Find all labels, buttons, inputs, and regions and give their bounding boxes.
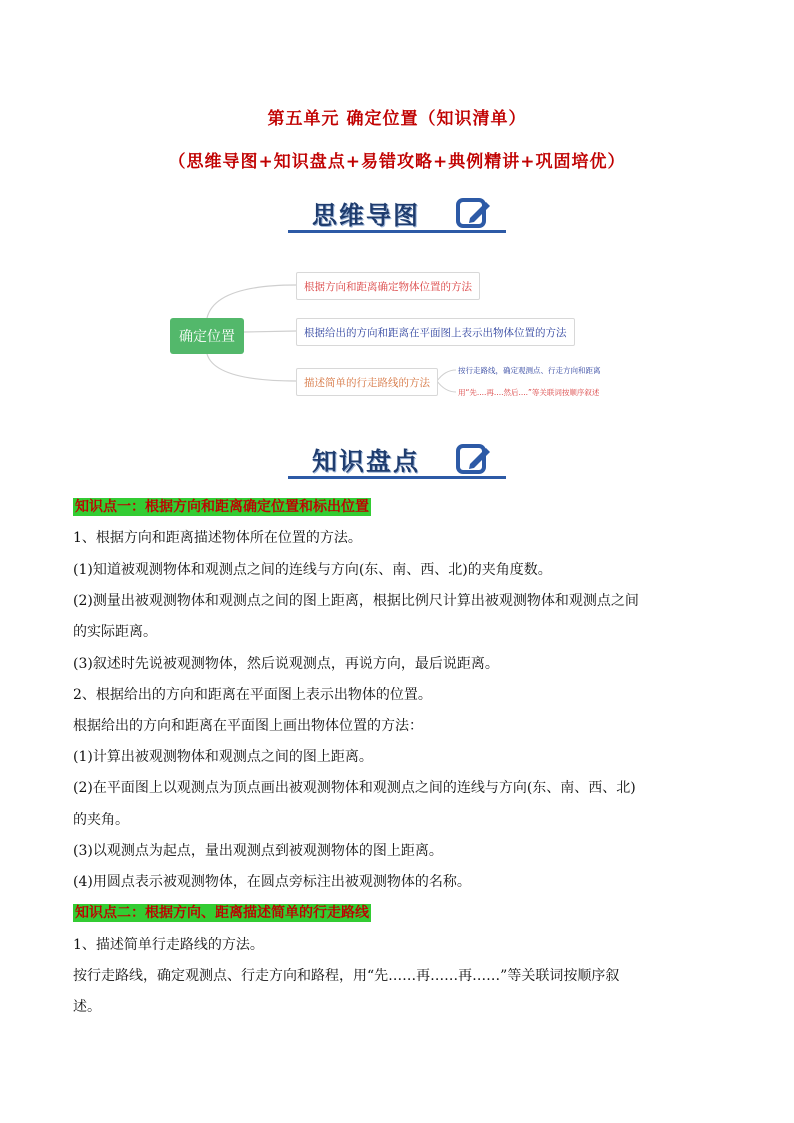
paragraph: 2、根据给出的方向和距离在平面图上表示出物体的位置。	[73, 687, 432, 703]
document-title: 第五单元 确定位置（知识清单）	[267, 109, 527, 129]
document-subtitle: （思维导图+知识盘点+易错攻略+典例精讲+巩固培优）	[168, 152, 626, 172]
mind-map-leaf: 按行走路线，确定观测点、行走方向和距离	[458, 366, 601, 375]
banner-underline	[288, 476, 506, 479]
mind-map-root: 确定位置	[170, 318, 244, 354]
paragraph: (1)知道被观测物体和观测点之间的连线与方向(东、南、西、北)的夹角度数。	[73, 562, 552, 578]
kp1-heading: 知识点一：根据方向和距离确定位置和标出位置	[75, 499, 369, 515]
paragraph: 按行走路线，确定观测点、行走方向和路程，用“先……再……再……”等关联词按顺序叙	[73, 968, 620, 984]
knowledge-point-heading	[73, 497, 733, 517]
mind-map-leaf: 用“先....再....然后....”等关联词按顺序叙述	[458, 388, 600, 397]
paragraph: (3)叙述时先说被观测物体，然后说观测点，再说方向，最后说距离。	[73, 656, 499, 672]
paragraph: (3)以观测点为起点，量出观测点到被观测物体的图上距离。	[73, 843, 443, 859]
mind-map-banner-label: 思维导图	[312, 201, 421, 230]
mind-map-node: 根据方向和距离确定物体位置的方法	[296, 272, 480, 300]
paragraph: 1、描述简单行走路线的方法。	[73, 937, 264, 953]
edit-icon	[456, 442, 492, 480]
paragraph: 的夹角。	[73, 812, 129, 828]
mind-map-node: 描述简单的行走路线的方法	[296, 368, 438, 396]
knowledge-point-heading	[73, 903, 733, 923]
mind-map-node: 根据给出的方向和距离在平面图上表示出物体位置的方法	[296, 318, 575, 346]
paragraph: (1)计算出被观测物体和观测点之间的图上距离。	[73, 749, 373, 765]
kp2-heading: 知识点二：根据方向、距离描述简单的行走路线	[75, 905, 369, 921]
paragraph: 根据给出的方向和距离在平面图上画出物体位置的方法：	[73, 718, 423, 734]
paragraph: 1、根据方向和距离描述物体所在位置的方法。	[73, 530, 362, 546]
paragraph: 述。	[73, 999, 101, 1015]
paragraph: (2)在平面图上以观测点为顶点画出被观测物体和观测点之间的连线与方向(东、南、西、北)	[73, 780, 636, 796]
knowledge-banner-label: 知识盘点	[312, 447, 421, 476]
paragraph: (2)测量出被观测物体和观测点之间的图上距离，根据比例尺计算出被观测物体和观测点之间	[73, 593, 639, 609]
paragraph: 的实际距离。	[73, 624, 157, 640]
knowledge-banner	[288, 442, 506, 478]
paragraph: (4)用圆点表示被观测物体，在圆点旁标注出被观测物体的名称。	[73, 874, 471, 890]
